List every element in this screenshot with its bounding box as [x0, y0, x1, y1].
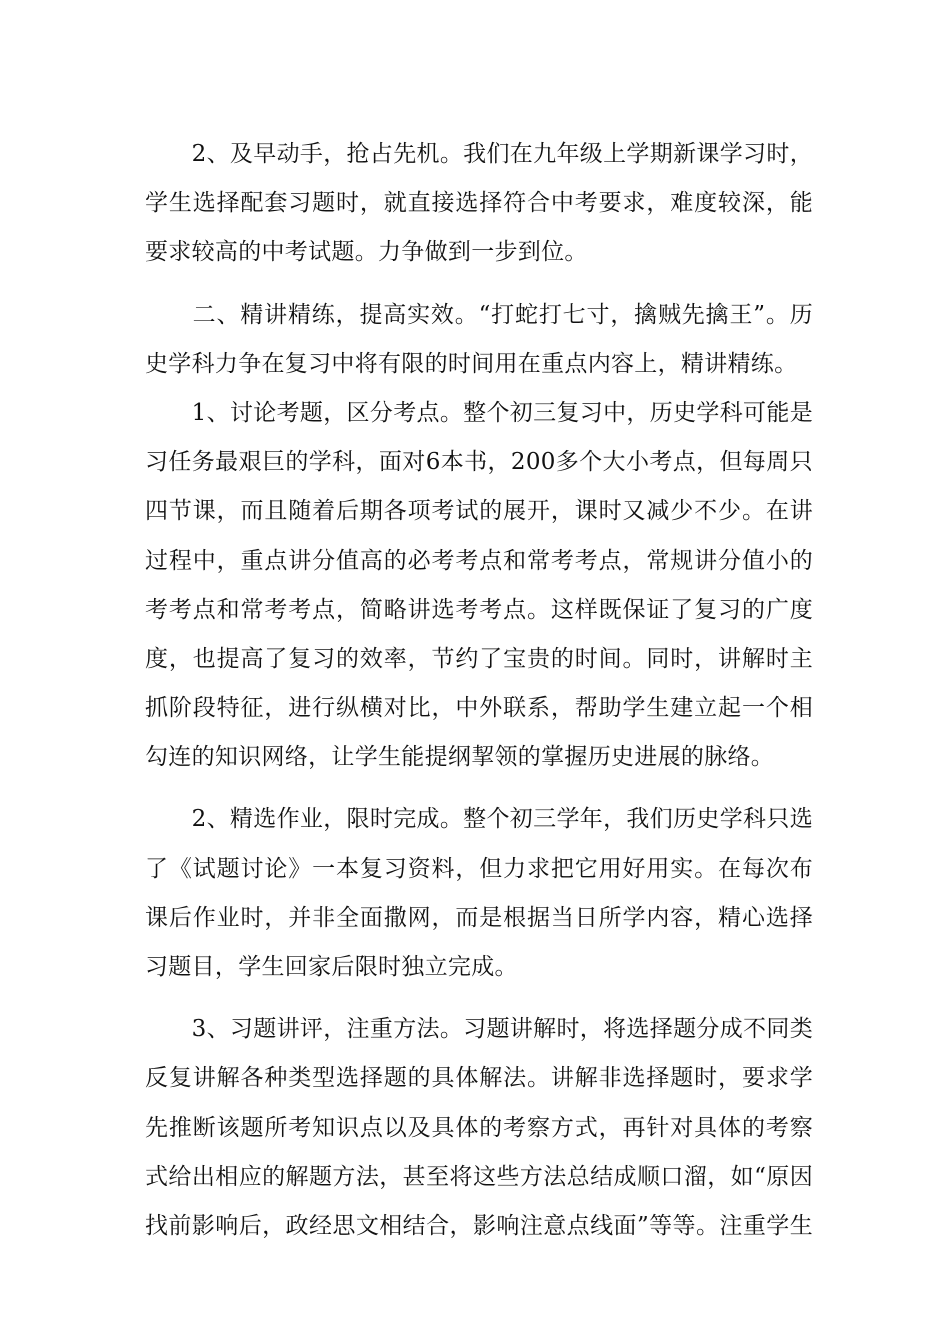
paragraph-discuss-exam-points: [145, 389, 813, 783]
text-line: 1、讨论考题，区分考点。整个初三复习中，历史学科可能是: [191, 399, 813, 426]
document-body: [145, 130, 813, 1251]
paragraph-precise-teaching: [145, 291, 813, 389]
text-line: 习任务最艰巨的学科，面对6本书，200多个大小考点，但每周只: [145, 449, 813, 476]
text-line: 先推断该题所考知识点以及具体的考察方式，再针对具体的考察: [145, 1114, 813, 1141]
text-line: 反复讲解各种类型选择题的具体解法。讲解非选择题时，要求学: [145, 1065, 813, 1092]
text-line: 勾连的知识网络，让学生能提纲挈领的掌握历史进展的脉络。: [145, 744, 775, 771]
text-line: 3、习题讲评，注重方法。习题讲解时，将选择题分成不同类: [191, 1016, 813, 1043]
text-line: 度，也提高了复习的效率，节约了宝贵的时间。同时，讲解时主: [145, 645, 813, 672]
text-line: 习题目，学生回家后限时独立完成。: [145, 954, 518, 980]
text-line: 考考点和常考考点，简略讲选考考点。这样既保证了复习的广度: [145, 596, 813, 623]
text-line: 找前影响后，政经思文相结合，影响注意点线面”等等。注重学生: [145, 1212, 813, 1239]
text-line: 课后作业时，并非全面撒网，而是根据当日所学内容，精心选择: [145, 904, 813, 931]
text-line: 过程中，重点讲分值高的必考考点和常考考点，常规讲分值小的: [145, 547, 813, 574]
text-line: 2、及早动手，抢占先机。我们在九年级上学期新课学习时，: [191, 141, 813, 167]
text-line: 四节课，而且随着后期各项考试的展开，课时又减少不少。在讲: [145, 498, 813, 525]
text-line: 学生选择配套习题时，就直接选择符合中考要求，难度较深，能: [145, 190, 813, 217]
text-line: 要求较高的中考试题。力争做到一步到位。: [145, 239, 588, 266]
text-line: 式给出相应的解题方法，甚至将这些方法总结成顺口溜，如“原因: [145, 1163, 813, 1190]
text-line: 抓阶段特征，进行纵横对比，中外联系，帮助学生建立起一个相: [145, 695, 813, 722]
text-line: 史学科力争在复习中将有限的时间用在重点内容上，精讲精练。: [145, 350, 798, 377]
text-line: 二、精讲精练，提高实效。“打蛇打七寸，擒贼先擒王”。历: [145, 301, 813, 328]
text-line: 了《试题讨论》一本复习资料，但力求把它用好用实。在每次布: [145, 855, 813, 882]
text-line: 2、精选作业，限时完成。整个初三学年，我们历史学科只选: [191, 806, 813, 833]
paragraph-exercise-review: [145, 1005, 813, 1251]
paragraph-select-homework: [145, 795, 813, 992]
paragraph-early-start: [145, 130, 813, 278]
